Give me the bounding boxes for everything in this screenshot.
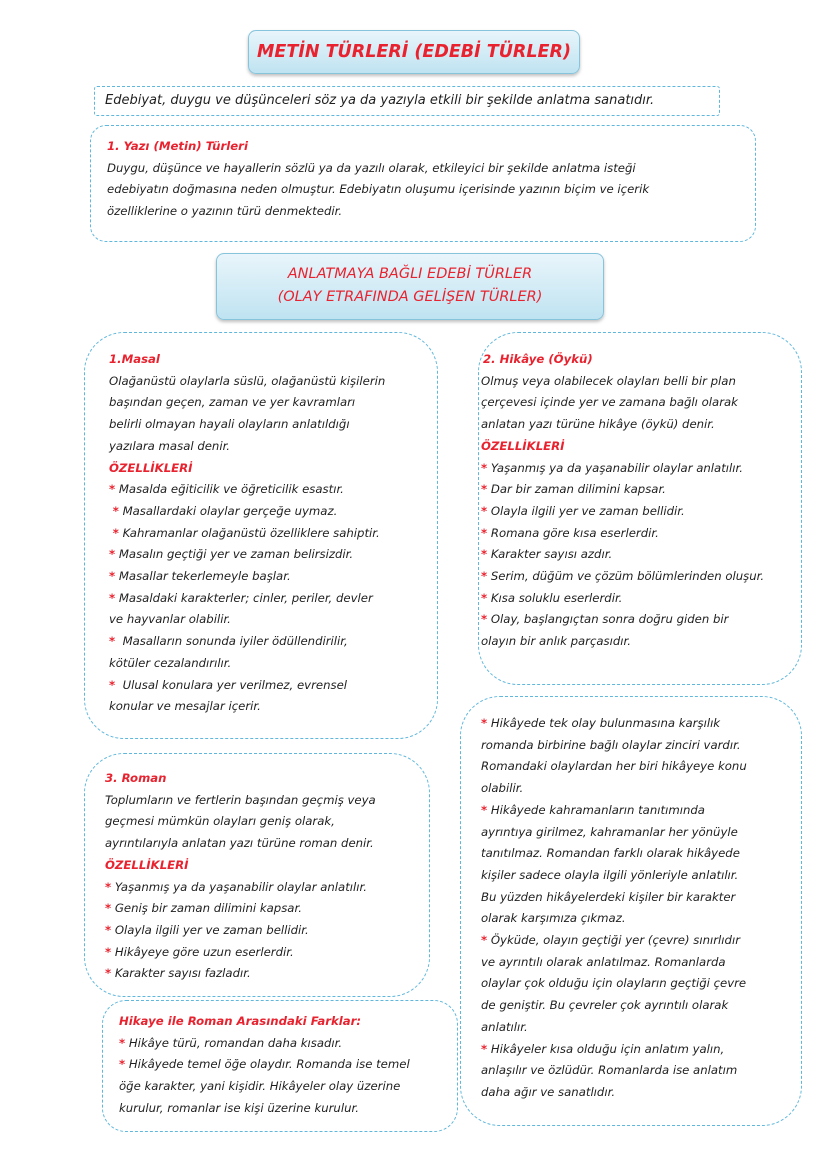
comparison-line: anlaşılır ve özlüdür. Romanlarda ise anlatım — [481, 1063, 738, 1078]
hikaye-feature: * Karakter sayısı azdır. — [481, 547, 613, 562]
roman-line: Toplumların ve fertlerin başından geçmiş veya — [105, 792, 376, 807]
masal-feature: * Masallardaki olaylar gerçeğe uymaz. — [112, 503, 338, 518]
bullet-star: * — [481, 547, 488, 562]
bullet-star: * — [481, 569, 488, 584]
farklar-box — [102, 1000, 458, 1132]
roman-features-label: ÖZELLİKLERİ — [105, 857, 189, 872]
bullet-star: * — [119, 1035, 126, 1050]
hikaye-features-label: ÖZELLİKLERİ — [481, 438, 565, 453]
masal-feature: * Ulusal konulara yer verilmez, evrensel — [109, 677, 348, 692]
bullet-star: * — [109, 482, 116, 497]
masal-heading: 1.Masal — [109, 352, 160, 366]
masal-line: belirli olmayan hayali olayların anlatıldığı — [109, 417, 350, 432]
farklar-line: öğe karakter, yani kişidir. Hikâyeler olay üzerine — [119, 1079, 401, 1094]
comparison-line: * Öyküde, olayın geçtiği yer (çevre) sınırlıdır — [481, 933, 741, 948]
bullet-star: * — [109, 634, 116, 649]
masal-feature: * Masalın geçtiği yer ve zaman belirsizdir. — [109, 547, 354, 562]
comparison-line: ayrıntıya girilmez, kahramanlar her yönüyle — [481, 824, 738, 839]
comparison-line: olabilir. — [481, 781, 524, 796]
masal-features-label: ÖZELLİKLERİ — [109, 460, 193, 475]
bullet-star: * — [481, 503, 488, 518]
bullet-star: * — [105, 944, 112, 959]
comparison-line: olarak karşımıza çıkmaz. — [481, 911, 626, 926]
bullet-star: * — [105, 901, 112, 916]
masal-feature: * Masaldaki karakterler; cinler, periler, devler — [109, 590, 373, 605]
roman-feature: * Hikâyeye göre uzun eserlerdir. — [105, 944, 294, 959]
hikaye-feature: * Kısa soluklu eserlerdir. — [481, 590, 623, 605]
hikaye-line: Olmuş veya olabilecek olayları belli bir plan — [481, 373, 736, 388]
bullet-star: * — [112, 525, 119, 540]
hikaye-box — [478, 332, 802, 685]
farklar-line: * Hikâyede temel öğe olaydır. Romanda ise temel — [119, 1057, 410, 1072]
bullet-star: * — [109, 677, 116, 692]
bullet-star: * — [481, 525, 488, 540]
bullet-star: * — [109, 569, 116, 584]
bullet-star: * — [481, 1041, 488, 1056]
hikaye-feature: olayın bir anlık parçasıdır. — [481, 634, 632, 649]
definition-box — [94, 86, 720, 116]
masal-feature: * Masallar tekerlemeyle başlar. — [109, 569, 291, 584]
comparison-line: daha ağır ve sanatlıdır. — [481, 1084, 616, 1099]
hikaye-heading: 2. Hikâye (Öykü) — [483, 352, 593, 366]
masal-feature: ve hayvanlar olabilir. — [109, 612, 231, 627]
bullet-star: * — [481, 612, 488, 627]
bullet-star: * — [112, 503, 119, 518]
comparison-line: ve ayrıntılı olarak anlatılmaz. Romanlarda — [481, 954, 726, 969]
intro-line: edebiyatın doğmasına neden olmuştur. Edebiyatın oluşumu içerisinde yazının biçim ve içerik — [107, 182, 650, 197]
roman-feature: * Geniş bir zaman dilimini kapsar. — [105, 901, 302, 916]
farklar-heading: Hikaye ile Roman Arasındaki Farklar: — [119, 1014, 362, 1028]
bullet-star: * — [119, 1057, 126, 1072]
comparison-line: Bu yüzden hikâyelerdeki kişiler bir karakter — [481, 889, 736, 904]
roman-box — [84, 753, 430, 997]
section-banner-line1: ANLATMAYA BAĞLI EDEBİ TÜRLER — [287, 266, 533, 282]
section-banner-line2: (OLAY ETRAFINDA GELİŞEN TÜRLER) — [277, 289, 543, 305]
page-title: METİN TÜRLERİ (EDEBİ TÜRLER) — [248, 30, 580, 74]
bullet-star: * — [481, 802, 488, 817]
bullet-star: * — [481, 482, 488, 497]
farklar-line: * Hikâye türü, romandan daha kısadır. — [119, 1035, 343, 1050]
masal-box — [84, 332, 438, 739]
roman-line: geçmesi mümkün olayları geniş olarak, — [105, 814, 335, 829]
intro-line: özelliklerine o yazının türü denmektedir. — [107, 204, 343, 219]
hikaye-feature: * Dar bir zaman dilimini kapsar. — [481, 482, 666, 497]
hikaye-feature: * Yaşanmış ya da yaşanabilir olaylar anlatılır. — [481, 460, 743, 475]
bullet-star: * — [109, 590, 116, 605]
masal-line: Olağanüstü olaylarla süslü, olağanüstü kişilerin — [109, 373, 386, 388]
bullet-star: * — [481, 590, 488, 605]
hikaye-line: çerçevesi içinde yer ve zamana bağlı olarak — [481, 395, 738, 410]
bullet-star: * — [481, 460, 488, 475]
comparison-line: olaylar çok olduğu için olayların geçtiği çevre — [481, 976, 747, 991]
masal-feature: * Masalların sonunda iyiler ödüllendirilir, — [109, 634, 348, 649]
farklar-line: kurulur, romanlar ise kişi üzerine kurulur. — [119, 1100, 359, 1115]
masal-feature: konular ve mesajlar içerir. — [109, 699, 261, 714]
masal-feature: * Kahramanlar olağanüstü özelliklere sahiptir. — [112, 525, 380, 540]
hikaye-feature: * Olayla ilgili yer ve zaman bellidir. — [481, 503, 685, 518]
hikaye-feature: * Romana göre kısa eserlerdir. — [481, 525, 659, 540]
intro-heading: 1. Yazı (Metin) Türleri — [107, 139, 248, 153]
comparison-line: * Hikâyeler kısa olduğu için anlatım yalın, — [481, 1041, 725, 1056]
bullet-star: * — [105, 879, 112, 894]
bullet-star: * — [481, 933, 488, 948]
bullet-star: * — [105, 922, 112, 937]
hikaye-feature: * Serim, düğüm ve çözüm bölümlerinden oluşur. — [481, 569, 765, 584]
roman-heading: 3. Roman — [105, 771, 167, 785]
bullet-star: * — [105, 966, 112, 981]
comparison-line: kişiler sadece olayla ilgili yönleriyle anlatılır. — [481, 867, 739, 882]
masal-line: yazılara masal denir. — [109, 438, 231, 453]
masal-line: başından geçen, zaman ve yer kavramları — [109, 395, 356, 410]
comparison-line: romanda birbirine bağlı olaylar zinciri vardır. — [481, 737, 741, 752]
comparison-line: * Hikâyede tek olay bulunmasına karşılık — [481, 716, 721, 730]
intro-box — [90, 125, 756, 242]
roman-line: ayrıntılarıyla anlatan yazı türüne roman denir. — [105, 836, 374, 851]
comparison-box — [460, 696, 802, 1126]
bullet-star: * — [109, 547, 116, 562]
hikaye-feature: * Olay, başlangıçtan sonra doğru giden bir — [481, 612, 729, 627]
definition-text: Edebiyat, duygu ve düşünceleri söz ya da yazıyla etkili bir şekilde anlatma sanatıdır. — [105, 93, 655, 108]
roman-feature: * Karakter sayısı fazladır. — [105, 966, 251, 981]
hikaye-line: anlatan yazı türüne hikâye (öykü) denir. — [481, 417, 715, 432]
intro-line: Duygu, düşünce ve hayallerin sözlü ya da yazılı olarak, etkileyici bir şekilde anlatma isteği — [107, 160, 636, 175]
comparison-line: anlatılır. — [481, 1019, 528, 1034]
masal-feature: kötüler cezalandırılır. — [109, 655, 232, 670]
roman-feature: * Olayla ilgili yer ve zaman bellidir. — [105, 922, 309, 937]
comparison-line: de geniştir. Bu çevreler çok ayrıntılı olarak — [481, 998, 729, 1013]
comparison-line: * Hikâyede kahramanların tanıtımında — [481, 802, 705, 817]
section-banner — [216, 253, 604, 320]
masal-feature: * Masalda eğiticilik ve öğreticilik esastır. — [109, 482, 344, 497]
bullet-star: * — [481, 716, 488, 730]
comparison-line: tanıtılmaz. Romandan farklı olarak hikâyede — [481, 846, 740, 861]
roman-feature: * Yaşanmış ya da yaşanabilir olaylar anlatılır. — [105, 879, 367, 894]
comparison-line: Romandaki olaylardan her biri hikâyeye konu — [481, 759, 747, 774]
